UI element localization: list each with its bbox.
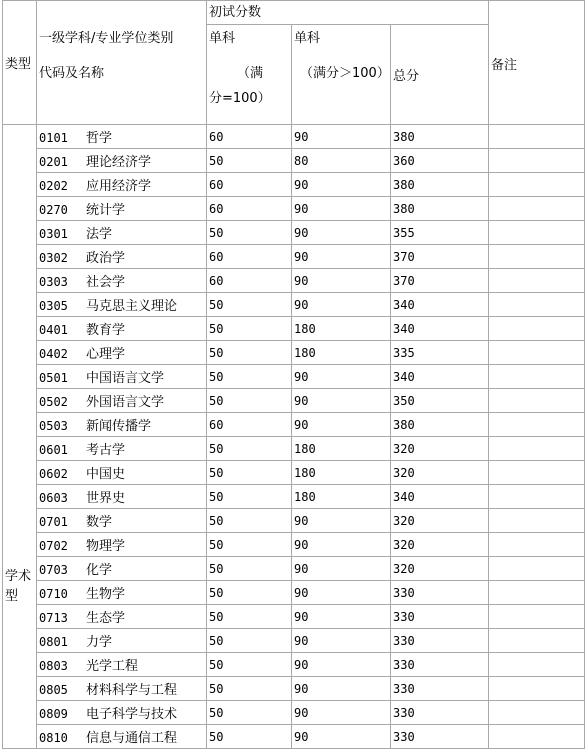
discipline-code: 0810 [39, 731, 68, 745]
total-score-cell: 340 [391, 317, 489, 341]
discipline-name: 政治学 [86, 251, 126, 266]
discipline-cell [37, 605, 207, 629]
single-score-over100-cell: 180 [292, 317, 391, 341]
single-score-100-cell: 60 [207, 413, 292, 437]
discipline-name: 马克思主义理论 [86, 299, 178, 314]
table-row [3, 701, 585, 725]
discipline-cell [37, 533, 207, 557]
discipline-code: 0602 [39, 467, 68, 481]
single-score-100-cell: 50 [207, 293, 292, 317]
remark-cell [489, 701, 585, 725]
total-score-cell: 320 [391, 509, 489, 533]
discipline-code: 0201 [39, 155, 68, 169]
discipline-code: 0803 [39, 659, 68, 673]
discipline-code: 0801 [39, 635, 68, 649]
discipline-code: 0603 [39, 491, 68, 505]
discipline-code: 0601 [39, 443, 68, 457]
remark-cell [489, 245, 585, 269]
total-score-cell: 350 [391, 389, 489, 413]
single-score-100-cell: 50 [207, 557, 292, 581]
table-row [3, 485, 585, 509]
remark-cell [489, 725, 585, 749]
discipline-code: 0101 [39, 131, 68, 145]
discipline-cell [37, 389, 207, 413]
single-score-100-cell: 50 [207, 701, 292, 725]
remark-cell [489, 221, 585, 245]
discipline-name: 哲学 [86, 131, 113, 146]
remark-cell [489, 149, 585, 173]
discipline-cell [37, 677, 207, 701]
remark-cell [489, 317, 585, 341]
table-row [3, 533, 585, 557]
remark-cell [489, 533, 585, 557]
total-score-cell: 320 [391, 533, 489, 557]
discipline-cell [37, 269, 207, 293]
single-score-over100-cell: 90 [292, 221, 391, 245]
discipline-code: 0703 [39, 563, 68, 577]
discipline-cell [37, 725, 207, 749]
table-row [3, 221, 585, 245]
table-row [3, 605, 585, 629]
header-remark: 备注 [489, 1, 585, 125]
discipline-code: 0702 [39, 539, 68, 553]
discipline-cell [37, 245, 207, 269]
single-score-100-cell: 60 [207, 173, 292, 197]
table-row [3, 269, 585, 293]
discipline-cell [37, 653, 207, 677]
total-score-cell: 320 [391, 461, 489, 485]
single-score-over100-cell: 90 [292, 725, 391, 749]
single-score-over100-cell: 180 [292, 341, 391, 365]
single-score-100-cell: 60 [207, 197, 292, 221]
single-score-over100-cell: 90 [292, 557, 391, 581]
single-score-100-cell: 50 [207, 629, 292, 653]
discipline-name: 心理学 [86, 347, 126, 362]
remark-cell [489, 437, 585, 461]
single-score-over100-cell: 90 [292, 269, 391, 293]
discipline-cell [37, 701, 207, 725]
discipline-code: 0401 [39, 323, 68, 337]
discipline-name: 社会学 [86, 275, 126, 290]
discipline-cell [37, 149, 207, 173]
table-row [3, 197, 585, 221]
single-score-over100-cell: 90 [292, 581, 391, 605]
remark-cell [489, 653, 585, 677]
discipline-name: 外国语言文学 [86, 395, 165, 410]
remark-cell [489, 389, 585, 413]
discipline-cell [37, 197, 207, 221]
single-score-over100-cell: 90 [292, 509, 391, 533]
remark-cell [489, 413, 585, 437]
remark-cell [489, 461, 585, 485]
discipline-cell [37, 437, 207, 461]
single-score-over100-cell: 90 [292, 173, 391, 197]
single-score-over100-cell: 90 [292, 629, 391, 653]
discipline-name: 应用经济学 [86, 179, 152, 194]
discipline-cell [37, 317, 207, 341]
table-row [3, 629, 585, 653]
table-row [3, 437, 585, 461]
table-row [3, 509, 585, 533]
table-row [3, 725, 585, 749]
single-score-over100-cell: 90 [292, 125, 391, 149]
remark-cell [489, 125, 585, 149]
table-row [3, 581, 585, 605]
total-score-cell: 380 [391, 173, 489, 197]
single-score-over100-cell: 90 [292, 413, 391, 437]
remark-cell [489, 269, 585, 293]
discipline-name: 中国语言文学 [86, 371, 165, 386]
discipline-cell [37, 581, 207, 605]
remark-cell [489, 341, 585, 365]
single-score-over100-cell: 90 [292, 293, 391, 317]
table-row [3, 293, 585, 317]
discipline-name: 光学工程 [86, 659, 139, 674]
table-row [3, 125, 585, 149]
discipline-cell [37, 485, 207, 509]
remark-cell [489, 677, 585, 701]
discipline-code: 0305 [39, 299, 68, 313]
discipline-name: 力学 [86, 635, 113, 650]
discipline-code: 0710 [39, 587, 68, 601]
remark-cell [489, 485, 585, 509]
discipline-cell [37, 173, 207, 197]
table-row [3, 149, 585, 173]
single-score-100-cell: 60 [207, 125, 292, 149]
remark-cell [489, 605, 585, 629]
discipline-name: 新闻传播学 [86, 419, 152, 434]
discipline-code: 0302 [39, 251, 68, 265]
single-score-over100-cell: 90 [292, 533, 391, 557]
single-score-100-cell: 50 [207, 653, 292, 677]
remark-cell [489, 629, 585, 653]
remark-cell [489, 509, 585, 533]
single-score-over100-cell: 90 [292, 197, 391, 221]
discipline-code: 0501 [39, 371, 68, 385]
discipline-name: 考古学 [86, 443, 126, 458]
discipline-code: 0805 [39, 683, 68, 697]
discipline-code: 0202 [39, 179, 68, 193]
remark-cell [489, 365, 585, 389]
discipline-name: 理论经济学 [86, 155, 152, 170]
discipline-code: 0502 [39, 395, 68, 409]
total-score-cell: 340 [391, 485, 489, 509]
single-score-over100-cell: 90 [292, 365, 391, 389]
total-score-cell: 320 [391, 557, 489, 581]
header-discipline: 一级学科/专业学位类别 代码及名称 [37, 1, 207, 125]
total-score-cell: 330 [391, 581, 489, 605]
table-row [3, 389, 585, 413]
discipline-name: 生态学 [86, 611, 126, 626]
total-score-cell: 380 [391, 125, 489, 149]
discipline-name: 教育学 [86, 323, 126, 338]
single-score-100-cell: 50 [207, 365, 292, 389]
discipline-name: 中国史 [86, 467, 126, 482]
single-score-over100-cell: 80 [292, 149, 391, 173]
remark-cell [489, 557, 585, 581]
single-score-over100-cell: 180 [292, 437, 391, 461]
single-score-100-cell: 50 [207, 221, 292, 245]
discipline-cell [37, 293, 207, 317]
discipline-code: 0303 [39, 275, 68, 289]
single-score-100-cell: 50 [207, 605, 292, 629]
discipline-cell [37, 221, 207, 245]
category-cell: 学术型 [3, 125, 37, 749]
total-score-cell: 370 [391, 269, 489, 293]
total-score-cell: 355 [391, 221, 489, 245]
total-score-cell: 330 [391, 725, 489, 749]
header-single-over100: 单科 （满分＞100） [292, 25, 391, 125]
table-row [3, 557, 585, 581]
table-row [3, 173, 585, 197]
discipline-cell [37, 461, 207, 485]
discipline-cell [37, 509, 207, 533]
single-score-over100-cell: 90 [292, 701, 391, 725]
single-score-100-cell: 50 [207, 389, 292, 413]
remark-cell [489, 581, 585, 605]
total-score-cell: 380 [391, 413, 489, 437]
remark-cell [489, 293, 585, 317]
single-score-100-cell: 50 [207, 533, 292, 557]
single-score-100-cell: 50 [207, 509, 292, 533]
table-row [3, 317, 585, 341]
single-score-100-cell: 50 [207, 317, 292, 341]
discipline-code: 0809 [39, 707, 68, 721]
table-row [3, 461, 585, 485]
single-score-100-cell: 50 [207, 485, 292, 509]
discipline-code: 0713 [39, 611, 68, 625]
single-score-over100-cell: 90 [292, 389, 391, 413]
discipline-name: 法学 [86, 227, 113, 242]
single-score-100-cell: 50 [207, 341, 292, 365]
single-score-100-cell: 50 [207, 581, 292, 605]
single-score-100-cell: 50 [207, 149, 292, 173]
table-row [3, 365, 585, 389]
discipline-cell [37, 365, 207, 389]
remark-cell [489, 197, 585, 221]
single-score-100-cell: 50 [207, 725, 292, 749]
discipline-name: 信息与通信工程 [86, 731, 178, 746]
total-score-cell: 330 [391, 701, 489, 725]
discipline-code: 0503 [39, 419, 68, 433]
discipline-name: 统计学 [86, 203, 126, 218]
table-row [3, 677, 585, 701]
total-score-cell: 330 [391, 677, 489, 701]
single-score-100-cell: 50 [207, 461, 292, 485]
single-score-over100-cell: 90 [292, 677, 391, 701]
total-score-cell: 340 [391, 293, 489, 317]
total-score-cell: 320 [391, 437, 489, 461]
total-score-cell: 360 [391, 149, 489, 173]
discipline-code: 0701 [39, 515, 68, 529]
single-score-100-cell: 50 [207, 677, 292, 701]
total-score-cell: 330 [391, 653, 489, 677]
single-score-100-cell: 60 [207, 245, 292, 269]
header-score-group: 初试分数 [207, 1, 489, 25]
discipline-cell [37, 413, 207, 437]
discipline-name: 物理学 [86, 539, 126, 554]
discipline-cell [37, 629, 207, 653]
table-row [3, 341, 585, 365]
discipline-name: 生物学 [86, 587, 126, 602]
single-score-over100-cell: 90 [292, 653, 391, 677]
table-row [3, 653, 585, 677]
total-score-cell: 335 [391, 341, 489, 365]
table-row [3, 413, 585, 437]
single-score-100-cell: 60 [207, 269, 292, 293]
discipline-cell [37, 557, 207, 581]
table-row [3, 245, 585, 269]
single-score-over100-cell: 90 [292, 605, 391, 629]
single-score-over100-cell: 180 [292, 485, 391, 509]
discipline-name: 数学 [86, 515, 113, 530]
discipline-name: 电子科学与技术 [86, 707, 178, 722]
total-score-cell: 330 [391, 605, 489, 629]
total-score-cell: 340 [391, 365, 489, 389]
total-score-cell: 370 [391, 245, 489, 269]
single-score-100-cell: 50 [207, 437, 292, 461]
discipline-cell [37, 125, 207, 149]
single-score-over100-cell: 90 [292, 245, 391, 269]
discipline-cell [37, 341, 207, 365]
single-score-over100-cell: 180 [292, 461, 391, 485]
total-score-cell: 380 [391, 197, 489, 221]
discipline-code: 0402 [39, 347, 68, 361]
discipline-code: 0270 [39, 203, 68, 217]
score-table [2, 0, 585, 749]
discipline-name: 材料科学与工程 [86, 683, 178, 698]
remark-cell [489, 173, 585, 197]
header-single-full100: 单科 （满 分=100） [207, 25, 292, 125]
header-type: 类型 [3, 1, 37, 125]
discipline-name: 化学 [86, 563, 113, 578]
discipline-name: 世界史 [86, 491, 126, 506]
discipline-code: 0301 [39, 227, 68, 241]
total-score-cell: 330 [391, 629, 489, 653]
header-total: 总分 [391, 25, 489, 125]
